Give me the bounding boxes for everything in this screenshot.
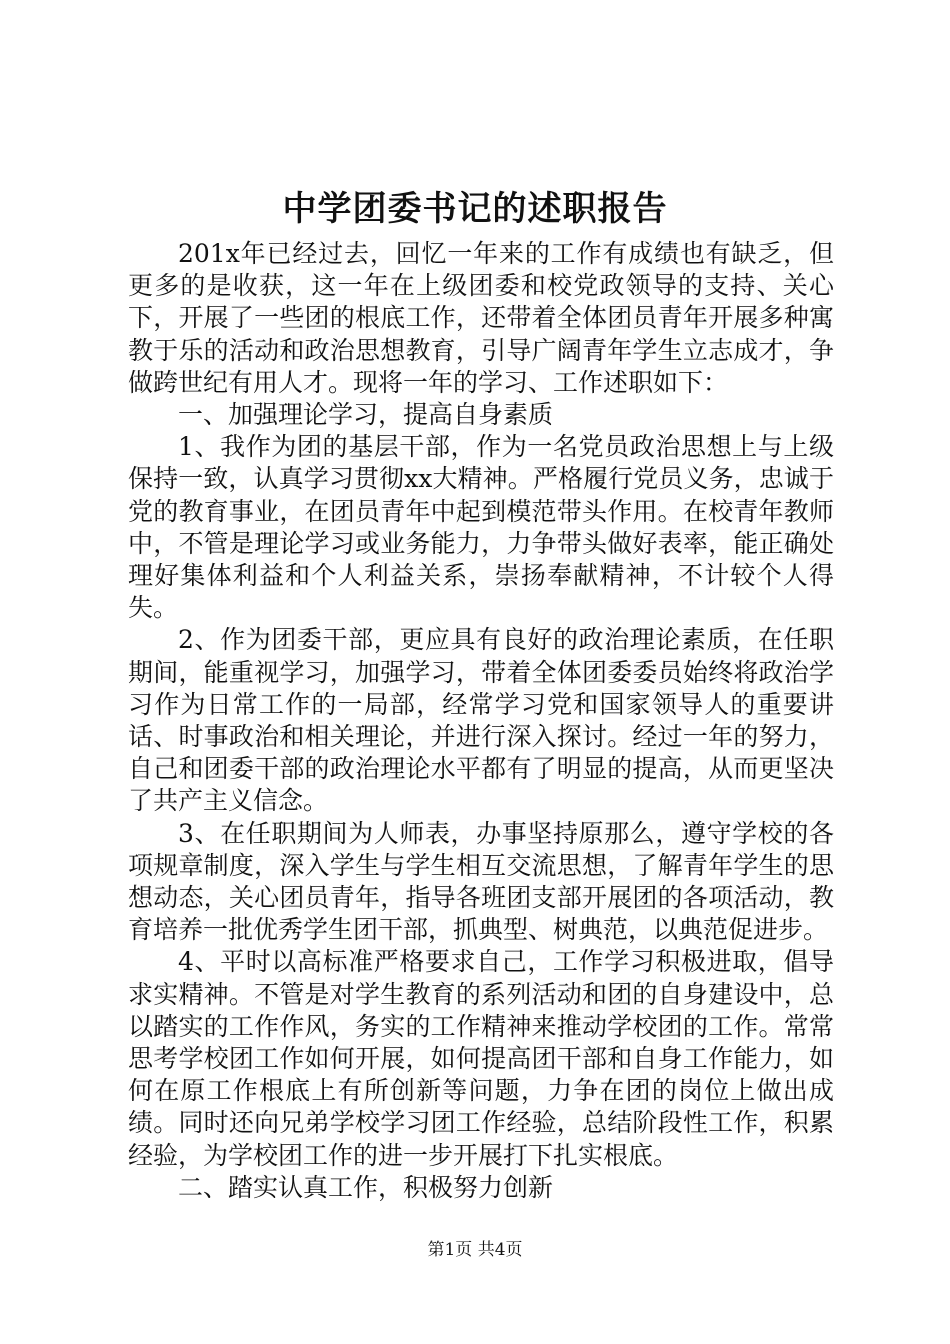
paragraph-item-1: 1、我作为团的基层干部，作为一名党员政治思想上与上级保持一致，认真学习贯彻xx大精神。严格履行党员义务，忠诚于党的教育事业，在团员青年中起到模范带头作用。在校青年教师中，不管是理论学习或业务能力，力争带头做好表率，能正确处理好集体利益和个人利益关系，崇扬奉献精神，不计较个人得失。 <box>128 432 834 623</box>
section-heading-2: 二、踏实认真工作，积极努力创新 <box>178 1172 554 1202</box>
paragraph-item-4: 4、平时以高标准严格要求自己，工作学习积极进取，倡导求实精神。不管是对学生教育的系列活动和团的自身建设中，总以踏实的工作作风，务实的工作精神来推动学校团的工作。常常思考学校团工作如何开展，如何提高团干部和自身工作能力，如何在原工作根底上有所创新等问题，力争在团的岗位上做出成绩。同时还向兄弟学校学习团工作经验，总结阶段性工作，积累经验，为学校团工作的进一步开展打下扎实根底。 <box>128 947 834 1170</box>
document-title: 中学团委书记的述职报告 <box>282 189 668 229</box>
paragraph-item-3: 3、在任职期间为人师表，办事坚持原那么，遵守学校的各项规章制度，深入学生与学生相互交流思想，了解青年学生的思想动态，关心团员青年，指导各班团支部开展团的各项活动，教育培养一批优秀学生团干部，抓典型、树典范，以典范促进步。 <box>128 818 834 945</box>
paragraph-intro: 201x年已经过去，回忆一年来的工作有成绩也有缺乏，但更多的是收获，这一年在上级团委和校党政领导的支持、关心下，开展了一些团的根底工作，还带着全体团员青年开展多种寓教于乐的活动和政治思想教育，引导广阔青年学生立志成才，争做跨世纪有用人才。现将一年的学习、工作述职如下： <box>128 239 834 397</box>
document-body <box>128 238 834 1204</box>
page-number-footer: 第1页 共4页 <box>427 1240 523 1260</box>
paragraph-item-2: 2、作为团委干部，更应具有良好的政治理论素质，在任职期间，能重视学习，加强学习，带着全体团委委员始终将政治学习作为日常工作的一局部，经常学习党和国家领导人的重要讲话、时事政治和相关理论，并进行深入探讨。经过一年的努力，自己和团委干部的政治理论水平都有了明显的提高，从而更坚决了共产主义信念。 <box>128 625 834 816</box>
section-heading-1: 一、加强理论学习，提高自身素质 <box>178 400 554 430</box>
